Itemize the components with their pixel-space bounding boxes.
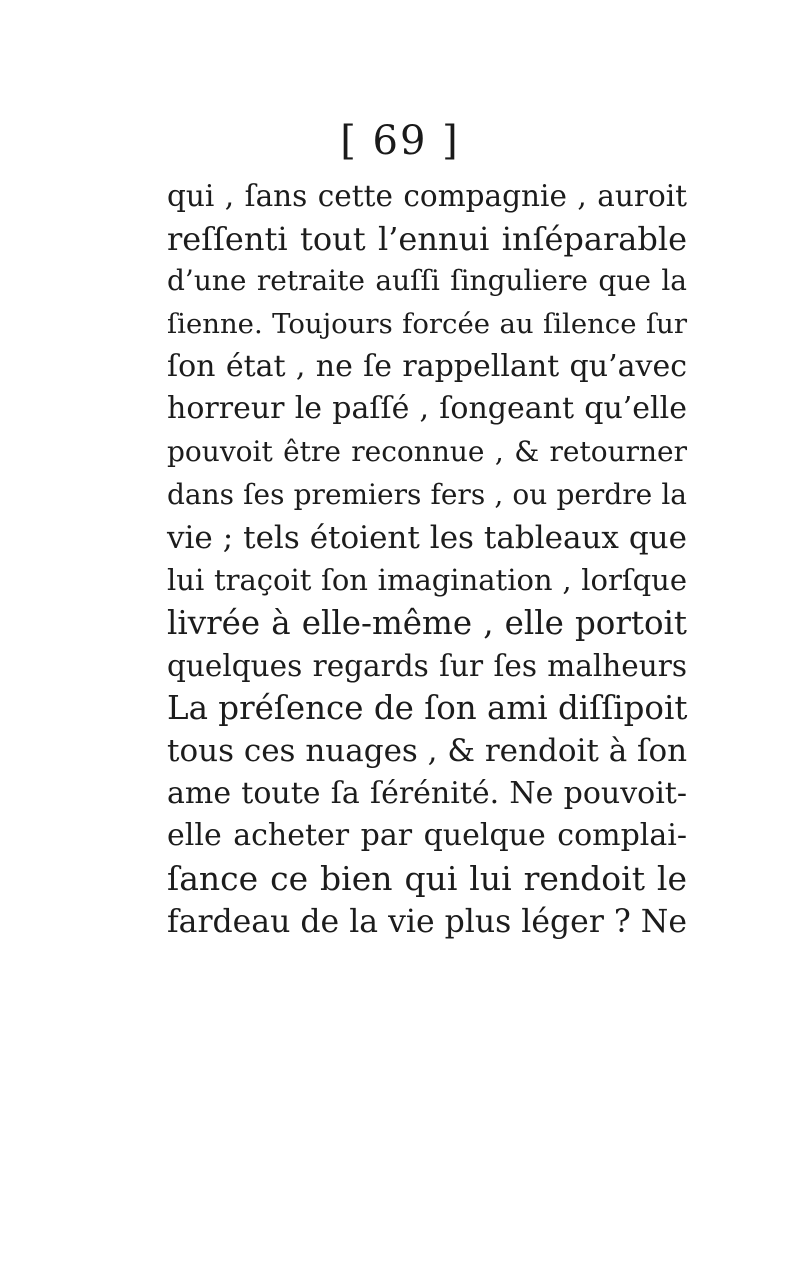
text-line: dans ſes premiers fers , ou perdre la — [167, 477, 687, 511]
text-line: lui traçoit ſon imagination , lorſque — [167, 563, 687, 598]
text-line: d’une retraite auſſi ſinguliere que la — [167, 264, 687, 298]
text-line: tous ces nuages , & rendoit à ſon — [167, 732, 688, 769]
text-line: reſſenti tout l’ennui inſéparable — [167, 219, 687, 258]
text-line: horreur le paſſé , ſongeant qu’elle — [167, 391, 687, 427]
text-line: ſon état , ne ſe rappellant qu’avec — [167, 348, 687, 384]
text-line: fardeau de la vie plus léger ? Ne — [167, 903, 687, 940]
text-line: livrée à elle-même , elle portoit — [167, 603, 687, 642]
text-line: qui , ſans cette compagnie , auroit — [167, 179, 687, 213]
page-number: [ 69 ] — [340, 118, 460, 164]
text-line: ame toute ſa ſérénité. Ne pouvoit- — [167, 775, 687, 811]
text-line: elle acheter par quelque complai- — [167, 818, 687, 854]
text-line: La préſence de ſon ami diſſipoit — [167, 689, 688, 728]
body-text — [167, 175, 687, 943]
text-line: quelques regards ſur ſes malheurs — [167, 648, 687, 683]
text-line: ſienne. Toujours forcée au ſilence ſur — [167, 308, 687, 341]
text-line: pouvoit être reconnue , & retourner — [167, 435, 687, 469]
text-line: vie ; tels étoient les tableaux que — [167, 519, 687, 556]
text-line: ſance ce bien qui lui rendoit le — [167, 859, 687, 898]
